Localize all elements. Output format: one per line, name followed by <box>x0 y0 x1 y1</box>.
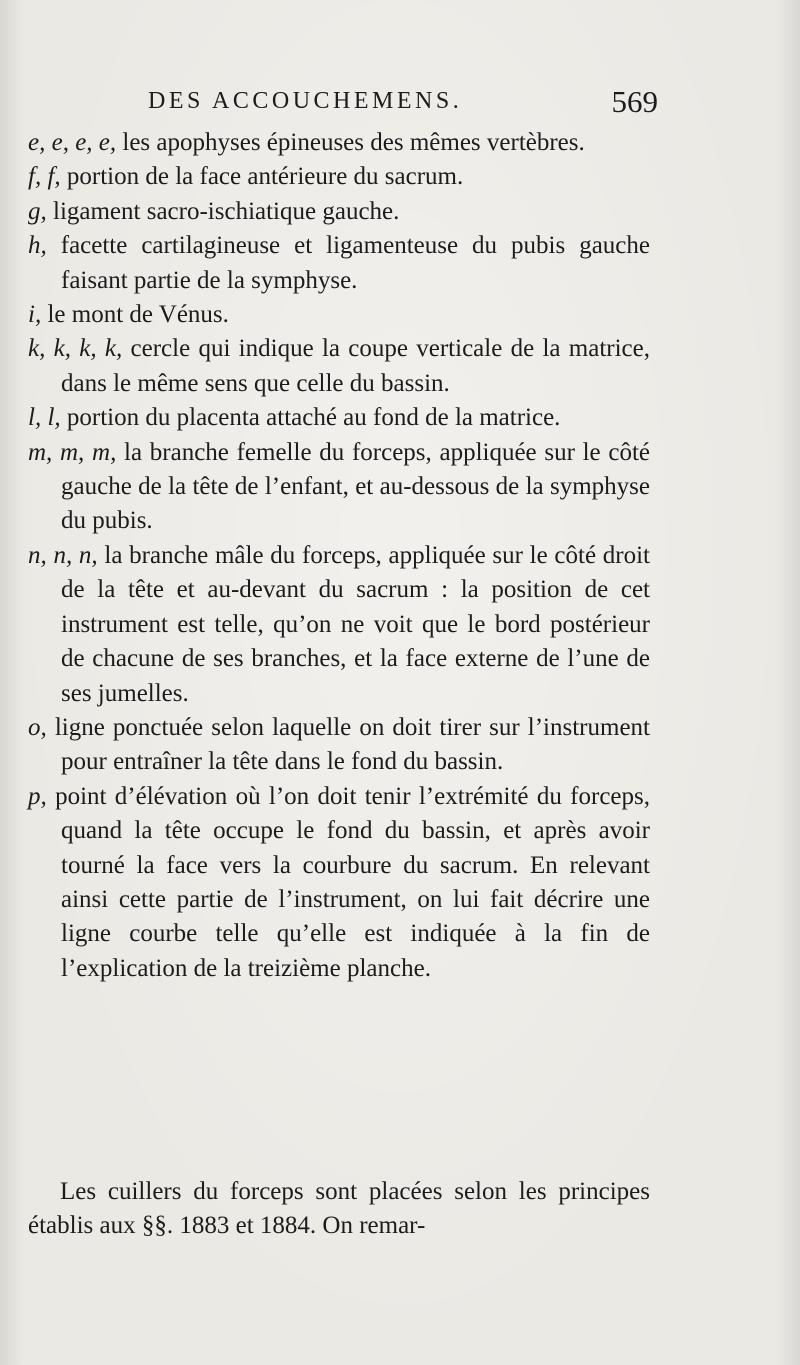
legend-entry <box>28 401 650 435</box>
legend-entry <box>28 780 650 986</box>
legend-letters: l, l, <box>28 404 61 432</box>
legend-text: portion de la face antérieure du sacrum. <box>60 163 464 191</box>
legend-letters: f, f, <box>28 163 61 191</box>
legend-entry <box>28 711 650 780</box>
legend-letters: h, <box>28 232 47 260</box>
legend-text: la branche mâle du forceps, appliquée sur le côté droit de la tête et au-devant du sacrum : la position de cet instrument est telle, qu’on ne voit que le bord postérieur de chacune de ses branches, et la face externe de l’une de ses jumelles. <box>61 541 651 707</box>
page-header <box>148 84 658 124</box>
legend-letters: p, <box>28 782 47 810</box>
legend-letters: g, <box>28 197 47 225</box>
legend-letters: m, m, m, <box>28 438 117 466</box>
legend-letters: e, e, e, e, <box>28 129 117 156</box>
legend-text: point d’élévation où l’on doit tenir l’extrémité du forceps, quand la tête occupe le fond du bassin, et après avoir tourné la face vers la courbure du sacrum. En relevant ainsi cette partie de l’instrument, on lui fait décrire une ligne courbe telle qu’elle est indiquée à la fin de l’explication de la treizième planche. <box>46 782 650 982</box>
legend-text: ligament sacro-ischiatique gauche. <box>46 197 400 225</box>
legend-entry <box>28 436 650 539</box>
legend-entry <box>28 298 650 332</box>
legend-entry <box>28 126 650 160</box>
legend-text: la branche femelle du forceps, appliquée sur le côté gauche de la tête de l’enfant, et au-dessous de la symphyse du pubis. <box>61 438 650 535</box>
legend-letters: n, n, n, <box>28 541 98 569</box>
legend-entry <box>28 332 650 401</box>
figure-legend-list <box>28 126 650 986</box>
legend-text: les apophyses épineuses des mêmes vertèbres. <box>116 129 585 156</box>
legend-letters: o, <box>28 713 47 741</box>
legend-entry <box>28 195 650 229</box>
legend-letters: i, <box>28 301 42 329</box>
legend-entry <box>28 160 650 194</box>
legend-text: le mont de Vénus. <box>41 301 229 329</box>
running-title: DES ACCOUCHEMENS. <box>148 88 463 114</box>
closing-paragraph: Les cuillers du forceps sont placées selon les principes établis aux §§. 1883 et 1884. On remar- <box>28 1178 650 1240</box>
legend-text: facette cartilagineuse et ligamenteuse du pubis gauche faisant partie de la symphyse. <box>46 232 650 294</box>
legend-letters: k, k, k, k, <box>28 335 123 363</box>
legend-entry <box>28 229 650 298</box>
legend-text: portion du placenta attaché au fond de la matrice. <box>60 404 561 432</box>
legend-text: ligne ponctuée selon laquelle on doit tirer sur l’instrument pour entraîner la tête dans le fond du bassin. <box>46 713 650 776</box>
legend-text: cercle qui indique la coupe verticale de la matrice, dans le même sens que celle du bassin. <box>61 335 650 397</box>
page-number: 569 <box>611 84 658 119</box>
legend-entry <box>28 539 650 711</box>
